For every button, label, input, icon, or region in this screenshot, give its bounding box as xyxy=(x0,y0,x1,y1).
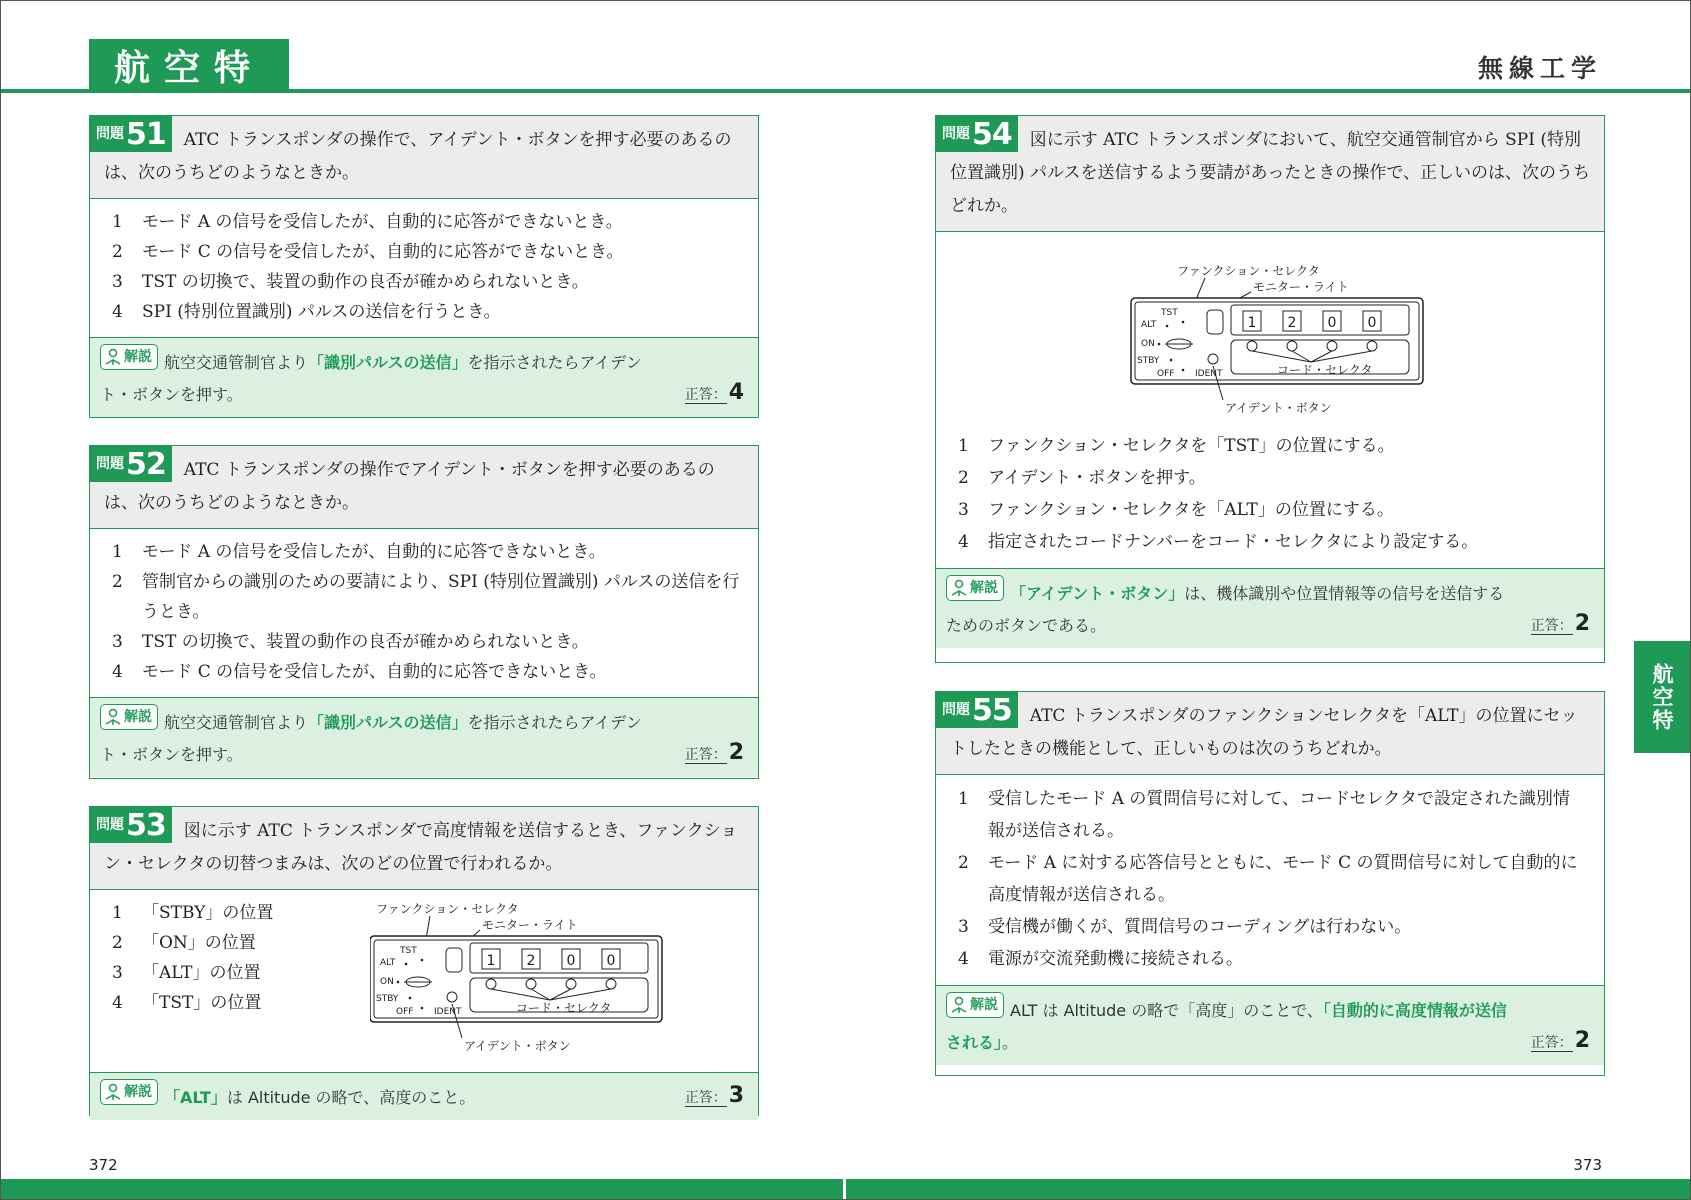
question-header xyxy=(90,807,758,890)
choice-list xyxy=(90,890,390,1028)
fig-pos-off: OFF xyxy=(396,1007,414,1017)
transponder-figure xyxy=(370,900,690,1060)
fig-code-digit: 0 xyxy=(1327,315,1337,331)
category-badge xyxy=(89,39,289,91)
fig-pos-alt: ALT xyxy=(380,958,396,968)
question-number-badge: 問題 55 xyxy=(936,692,1018,728)
reader-icon xyxy=(950,579,968,597)
choice-item[interactable]: 2 アイデント・ボタンを押す。 xyxy=(958,468,1206,488)
choice-item[interactable]: 1 ファンクション・セレクタを「TST」の位置にする。 xyxy=(958,436,1395,456)
choice-item[interactable]: 1 「STBY」の位置 xyxy=(112,903,274,923)
explanation: 解説 「アイデント・ボタン」は、機体識別や位置情報等の信号を送信するためのボタンである。 正答：2 xyxy=(936,568,1604,648)
choice-item[interactable]: 3 受信機が働くが、質問信号のコーディングは行わない。 xyxy=(958,917,1412,937)
answer: 正答：2 xyxy=(684,740,744,765)
reader-icon xyxy=(104,708,122,726)
choice-item[interactable]: 4 指定されたコードナンバーをコード・セレクタにより設定する。 xyxy=(958,532,1479,552)
figure-area xyxy=(936,232,1604,430)
fig-code-selector-label: コード・セレクタ xyxy=(1277,363,1373,377)
explanation: 解説 航空交通管制官より「識別パルスの送信」を指示されたらアイデント・ボタンを押す。 正答：2 xyxy=(90,697,758,777)
explanation-badge: 解説 xyxy=(946,575,1004,601)
fig-code-digit: 1 xyxy=(486,953,496,969)
fig-code-digit: 0 xyxy=(1367,315,1377,331)
choice-item[interactable]: 2 管制官からの識別のための要請により、SPI (特別位置識別) パルスの送信を行うとき。 xyxy=(112,572,740,622)
explanation-badge: 解説 xyxy=(946,992,1004,1018)
subject-title: 無線工学 xyxy=(1477,54,1602,83)
answer: 正答：3 xyxy=(684,1083,744,1108)
question-text: 図に示す ATC トランスポンダにおいて、航空交通管制官から SPI (特別位置識別) パルスを送信するよう要請があったときの操作で、正しいのは、次のうちどれか。 xyxy=(950,130,1591,216)
fig-code-digit: 2 xyxy=(1287,315,1297,331)
fig-pos-off: OFF xyxy=(1157,369,1175,379)
fig-pos-tst: TST xyxy=(400,946,417,956)
question-number-badge: 問題 52 xyxy=(90,446,172,482)
fig-pos-alt: ALT xyxy=(1141,320,1157,330)
question-52 xyxy=(89,445,759,779)
choice-item[interactable]: 1 受信したモード A の質問信号に対して、コードセレクタで設定された識別情報が送信される。 xyxy=(958,789,1570,841)
question-text: 図に示す ATC トランスポンダで高度情報を送信するとき、ファンクション・セレクタの切替つまみは、次のどの位置で行われるか。 xyxy=(104,821,738,874)
explanation-badge: 解説 xyxy=(100,704,158,730)
fig-pos-stby: STBY xyxy=(376,994,399,1004)
fig-ident-label: IDENT xyxy=(434,1007,462,1017)
question-text: ATC トランスポンダの操作で、アイデント・ボタンを押す必要のあるのは、次のうちどのようなときか。 xyxy=(104,130,732,183)
explanation-badge: 解説 xyxy=(100,1079,158,1105)
choice-list xyxy=(936,775,1604,985)
fig-code-digit: 0 xyxy=(606,953,616,969)
fig-code-selector-label: コード・セレクタ xyxy=(516,1001,612,1015)
choice-item[interactable]: 1 モード A の信号を受信したが、自動的に応答できないとき。 xyxy=(112,542,606,562)
fig-pos-tst: TST xyxy=(1161,308,1178,318)
footer-rule xyxy=(1,1179,1690,1199)
fig-pos-stby: STBY xyxy=(1137,356,1160,366)
fig-ident-button-label: アイデント・ボタン xyxy=(1225,401,1332,415)
explanation: 解説 「ALT」は Altitude の略で、高度のこと。 正答：3 xyxy=(90,1072,758,1120)
header-rule xyxy=(1,89,1690,93)
fig-code-digit: 0 xyxy=(566,953,576,969)
page-number-right: 373 xyxy=(1573,1156,1602,1174)
fig-function-selector-label: ファンクション・セレクタ xyxy=(1177,264,1320,278)
explanation: 解説 ALT は Altitude の略で「高度」のことで、「自動的に高度情報が送信される」。 正答：2 xyxy=(936,985,1604,1065)
answer: 正答：2 xyxy=(1530,611,1590,636)
question-text: ATC トランスポンダのファンクションセレクタを「ALT」の位置にセットしたときの機能として、正しいものは次のうちどれか。 xyxy=(950,706,1578,759)
fig-code-digit: 1 xyxy=(1247,315,1257,331)
choice-item[interactable]: 1 モード A の信号を受信したが、自動的に応答ができないとき。 xyxy=(112,212,623,232)
choice-item[interactable]: 4 モード C の信号を受信したが、自動的に応答できないとき。 xyxy=(112,662,607,682)
question-number-badge: 問題 53 xyxy=(90,807,172,843)
explanation-highlight: 「アイデント・ボタン」 xyxy=(1010,584,1185,603)
fig-ident-button-label: アイデント・ボタン xyxy=(464,1039,571,1053)
fig-monitor-light-label: モニター・ライト xyxy=(1253,280,1349,294)
choice-item[interactable]: 3 「ALT」の位置 xyxy=(112,963,261,983)
fig-function-selector-label: ファンクション・セレクタ xyxy=(376,902,519,916)
choice-item[interactable]: 3 ファンクション・セレクタを「ALT」の位置にする。 xyxy=(958,500,1394,520)
choice-item[interactable]: 2 モード C の信号を受信したが、自動的に応答ができないとき。 xyxy=(112,242,624,262)
question-55 xyxy=(935,691,1605,1076)
answer: 正答：2 xyxy=(1530,1028,1590,1053)
choice-list xyxy=(90,199,758,337)
choice-and-figure xyxy=(90,890,758,1072)
fig-ident-label: IDENT xyxy=(1195,369,1223,379)
fig-code-digit: 2 xyxy=(526,953,536,969)
choice-list xyxy=(936,430,1604,568)
explanation-highlight: 「識別パルスの送信」 xyxy=(308,353,468,372)
question-header xyxy=(90,116,758,199)
choice-item[interactable]: 3 TST の切換で、装置の動作の良否が確かめられないとき。 xyxy=(112,272,589,292)
choice-item[interactable]: 4 電源が交流発動機に接続される。 xyxy=(958,949,1243,969)
question-header xyxy=(936,116,1604,232)
question-text: ATC トランスポンダの操作でアイデント・ボタンを押す必要のあるのは、次のうちどのようなときか。 xyxy=(104,460,715,513)
question-51 xyxy=(89,115,759,418)
side-index-tab[interactable] xyxy=(1634,641,1690,753)
transponder-figure xyxy=(1121,262,1441,422)
question-number-badge: 問題 54 xyxy=(936,116,1018,152)
page-number-left: 372 xyxy=(89,1156,118,1174)
explanation-highlight: 「ALT」 xyxy=(164,1088,227,1107)
question-53 xyxy=(89,806,759,1116)
fig-pos-on: ON xyxy=(380,977,394,987)
question-54 xyxy=(935,115,1605,663)
reader-icon xyxy=(950,996,968,1014)
question-header xyxy=(936,692,1604,775)
choice-item[interactable]: 2 モード A に対する応答信号とともに、モード C の質問信号に対して自動的に高度情報が送信される。 xyxy=(958,853,1578,905)
fig-pos-on: ON xyxy=(1141,339,1155,349)
reader-icon xyxy=(104,348,122,366)
choice-item[interactable]: 4 「TST」の位置 xyxy=(112,993,262,1013)
fig-monitor-light-label: モニター・ライト xyxy=(482,918,578,932)
reader-icon xyxy=(104,1083,122,1101)
side-tab-label: 航空特 xyxy=(1650,662,1674,732)
category-label: 航空特 xyxy=(113,47,264,89)
choice-item[interactable]: 3 TST の切換で、装置の動作の良否が確かめられないとき。 xyxy=(112,632,589,652)
choice-list xyxy=(90,529,758,697)
explanation-badge: 解説 xyxy=(100,344,158,370)
question-number-badge: 問題 51 xyxy=(90,116,172,152)
answer: 正答：4 xyxy=(684,380,744,405)
question-header xyxy=(90,446,758,529)
explanation: 解説 航空交通管制官より「識別パルスの送信」を指示されたらアイデント・ボタンを押す。 正答：4 xyxy=(90,337,758,417)
explanation-highlight: 「自動的に高度情報が送信される」 xyxy=(946,1001,1507,1052)
choice-item[interactable]: 4 SPI (特別位置識別) パルスの送信を行うとき。 xyxy=(112,302,501,322)
choice-item[interactable]: 2 「ON」の位置 xyxy=(112,933,256,953)
explanation-highlight: 「識別パルスの送信」 xyxy=(308,713,468,732)
